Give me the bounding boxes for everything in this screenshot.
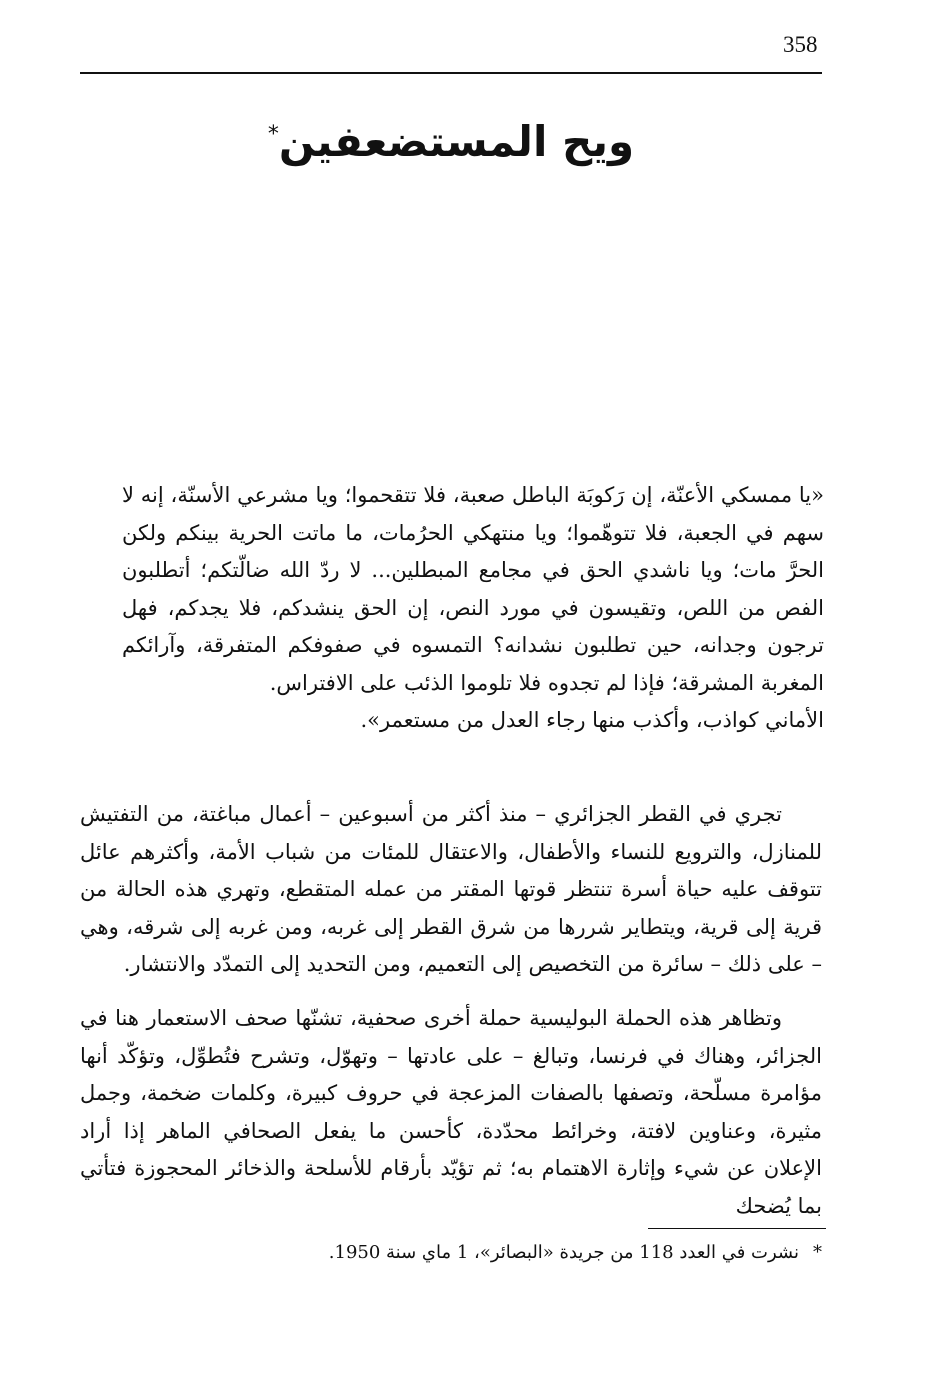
page-number: 358	[783, 32, 818, 57]
title-text: ويح المستضعفين	[278, 117, 635, 166]
footnote-rule	[648, 1228, 826, 1229]
title-footnote-marker: *	[267, 122, 279, 147]
article-title	[80, 100, 822, 177]
footnote-marker: *	[813, 1242, 822, 1263]
body-paragraph: تجري في القطر الجزائري – منذ أكثر من أسبوعين – أعمال مباغتة، من التفتيش للمنازل، والترويع للنساء والأطفال، والاعتقال للمئات من شباب الأمة، وأكثرهم عائل تتوقف عليه حياة أسرة تنتظر قوتها المقتر من عمله المتقطع، وتهري هذه الحالة من قرية إلى قرية، ويتطاير شررها من شرق القطر إلى غربه، ومن غربه إلى شرقه، وهي – على ذلك – سائرة من التخصيص إلى التعميم، ومن التحديد إلى التمدّد والانتشار.	[80, 802, 822, 976]
body-paragraph: وتظاهر هذه الحملة البوليسية حملة أخرى صحفية، تشنّها صحف الاستعمار هنا في الجزائر، وهناك في فرنسا، وتبالغ – على عادتها – وتهوّل، وتشرح فتُطوِّل، وتؤكّد أنها مؤامرة مسلّحة، وتصفها بالصفات المزعجة في حروف كبيرة، وكلمات ضخمة، وجمل مثيرة، وعناوين لافتة، وخرائط محدّدة، كأحسن ما يفعل الصحافي الماهر إذا أراد الإعلان عن شيء وإثارة الاهتمام به؛ ثم تؤيّد بأرقام للأسلحة والذخائر المحجوزة فتأتي بما يُضحك	[80, 1006, 822, 1218]
quote-closing: الأماني كواذب، وأكذب منها رجاء العدل من مستعمر».	[360, 708, 824, 732]
footnote-text: نشرت في العدد 118 من جريدة «البصائر»، 1 ماي سنة 1950.	[328, 1242, 799, 1263]
quote-main: «يا ممسكي الأعنّة، إن رَكوبَة الباطل صعبة، فلا تتقحموا؛ ويا مشرعي الأسنّة، إنه لا سهم في الجعبة، فلا تتوهّموا؛ ويا منتهكي الحرُمات، ما ماتت الحرية بينكم ولكن الحرَّ مات؛ ويا ناشدي الحق في مجامع المبطلين... لا ردّ الله ضالّتكم؛ أتطلبون الفص من اللص، وتقيسون في مورد النص، إن الحق ينشدكم، فلا يجدكم، فهل ترجون وجدانه، حين تطلبون نشدانه؟ التمسوه في صفوفكم المتفرقة، وآرائكم المغربة المشرقة؛ فإذا لم تجدوه فلا تلوموا الذئب على الافتراس.	[122, 483, 824, 695]
footnote	[80, 1238, 822, 1268]
header-rule	[80, 72, 822, 74]
opening-quote	[122, 477, 824, 740]
